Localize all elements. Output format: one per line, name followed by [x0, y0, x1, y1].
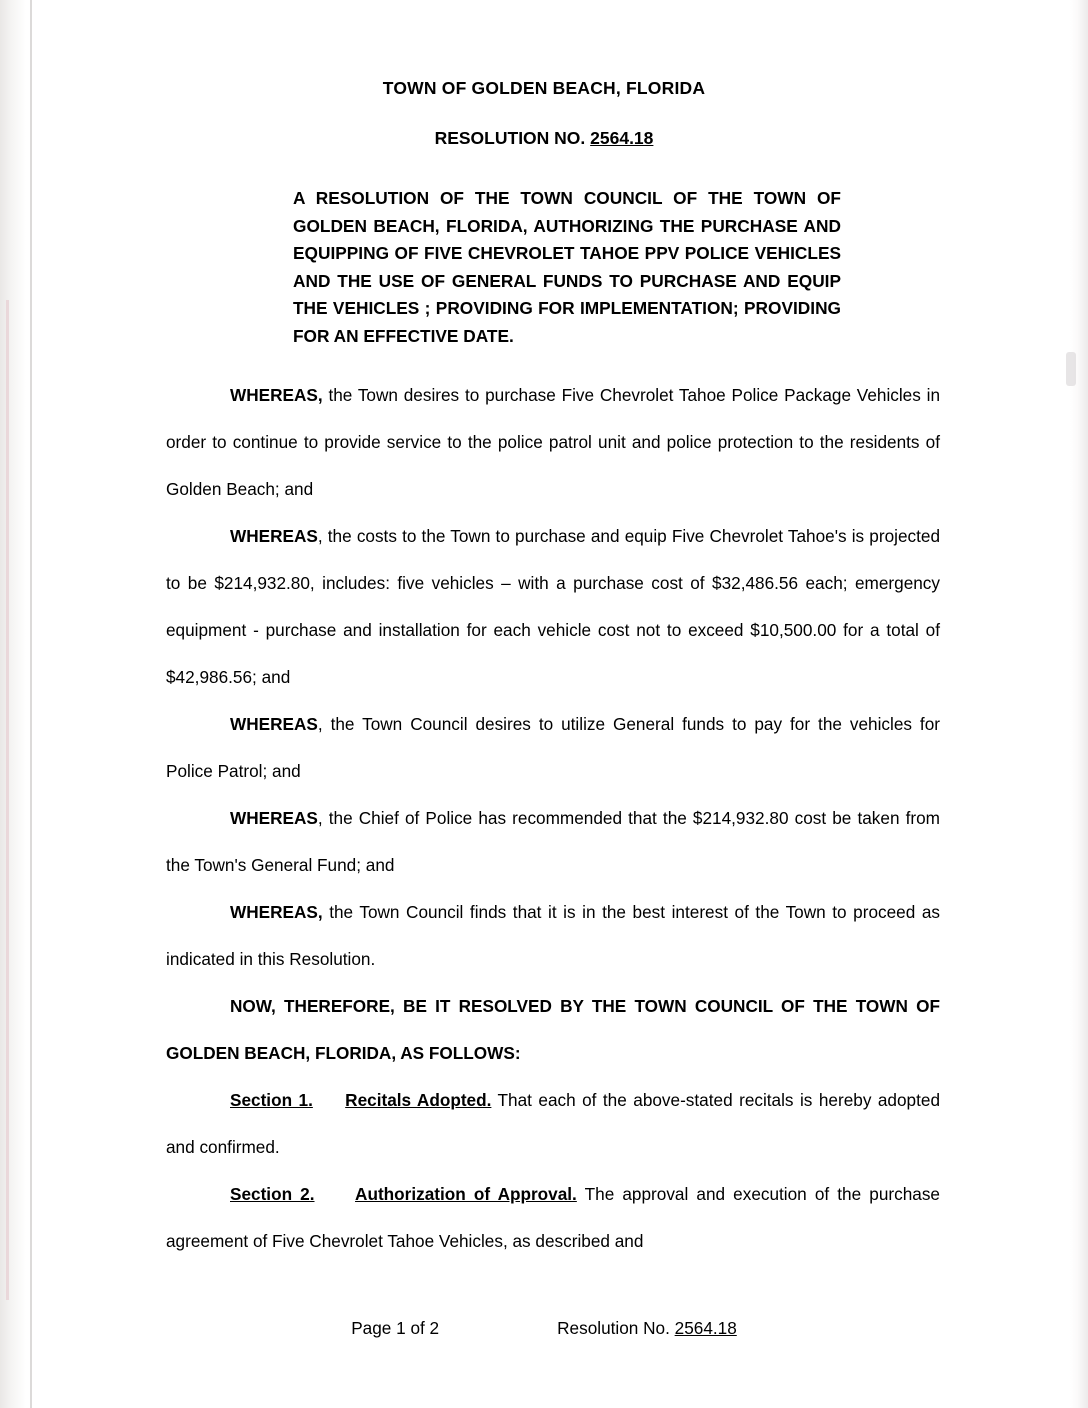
- recital-3-text: , the Town Council desires to utilize General funds to pay for the vehicles for Police Patrol; and: [166, 714, 940, 781]
- recital-1-lead: WHEREAS,: [230, 385, 323, 405]
- section-2-heading: Authorization of Approval.: [355, 1184, 577, 1204]
- recital-4: [0, 795, 1088, 889]
- recital-4-text: , the Chief of Police has recommended that the $214,932.80 cost be taken from the Town's General Fund; and: [166, 808, 940, 875]
- section-2: [0, 1171, 1088, 1265]
- footer-resolution-number: 2564.18: [674, 1318, 737, 1338]
- recital-2-text: , the costs to the Town to purchase and equip Five Chevrolet Tahoe's is projected to be $214,932.80, includes: five vehicles – with a purchase cost of $32,486.56 each; emergency equipment - purchase and installation for each vehicle cost not to exceed $10,500.00 for a total of $42,986.56; and: [166, 526, 940, 687]
- footer-resolution: [557, 1318, 737, 1339]
- recital-5-text: the Town Council finds that it is in the best interest of the Town to proceed as indicated in this Resolution.: [166, 902, 940, 969]
- recital-1: [0, 372, 1088, 513]
- section-1-heading: Recitals Adopted.: [345, 1090, 492, 1110]
- resolution-number: 2564.18: [590, 128, 654, 148]
- document-header: [0, 78, 1088, 149]
- recital-5: [0, 889, 1088, 983]
- section-1-number: Section 1.: [230, 1090, 313, 1110]
- section-2-text: The approval and execution of the purchase agreement of Five Chevrolet Tahoe Vehicles, as described and: [166, 1184, 940, 1251]
- resolve-clause: NOW, THEREFORE, BE IT RESOLVED BY THE TOWN COUNCIL OF THE TOWN OF GOLDEN BEACH, FLORIDA, AS FOLLOWS:: [166, 996, 940, 1063]
- resolution-label: RESOLUTION NO.: [434, 128, 591, 148]
- recital-2: [0, 513, 1088, 701]
- recital-4-lead: WHEREAS: [230, 808, 318, 828]
- recital-3: [0, 701, 1088, 795]
- page-footer: [0, 1318, 1088, 1339]
- recital-1-text: the Town desires to purchase Five Chevrolet Tahoe Police Package Vehicles in order to continue to provide service to the police patrol unit and police protection to the residents of Golden Beach; and: [166, 385, 940, 499]
- recital-3-lead: WHEREAS: [230, 714, 318, 734]
- resolution-heading: [0, 128, 1088, 149]
- recital-5-lead: WHEREAS,: [230, 902, 323, 922]
- section-1-text: That each of the above-stated recitals is hereby adopted and confirmed.: [166, 1090, 940, 1157]
- footer-resolution-label: Resolution No.: [557, 1318, 675, 1338]
- town-heading: TOWN OF GOLDEN BEACH, FLORIDA: [382, 78, 706, 98]
- section-1: [0, 1077, 1088, 1171]
- page-number: Page 1 of 2: [351, 1318, 440, 1338]
- resolution-caption: A RESOLUTION OF THE TOWN COUNCIL OF THE TOWN OF GOLDEN BEACH, FLORIDA, AUTHORIZING THE PURCHASE AND EQUIPPING OF FIVE CHEVROLET TAHOE PPV POLICE VEHICLES AND THE USE OF GENERAL FUNDS TO PURCHASE AND EQUIP THE VEHICLES ; PROVIDING FOR IMPLEMENTATION; PROVIDING FOR AN EFFECTIVE DATE.: [293, 188, 841, 346]
- recital-2-lead: WHEREAS: [230, 526, 318, 546]
- section-2-number: Section 2.: [230, 1184, 315, 1204]
